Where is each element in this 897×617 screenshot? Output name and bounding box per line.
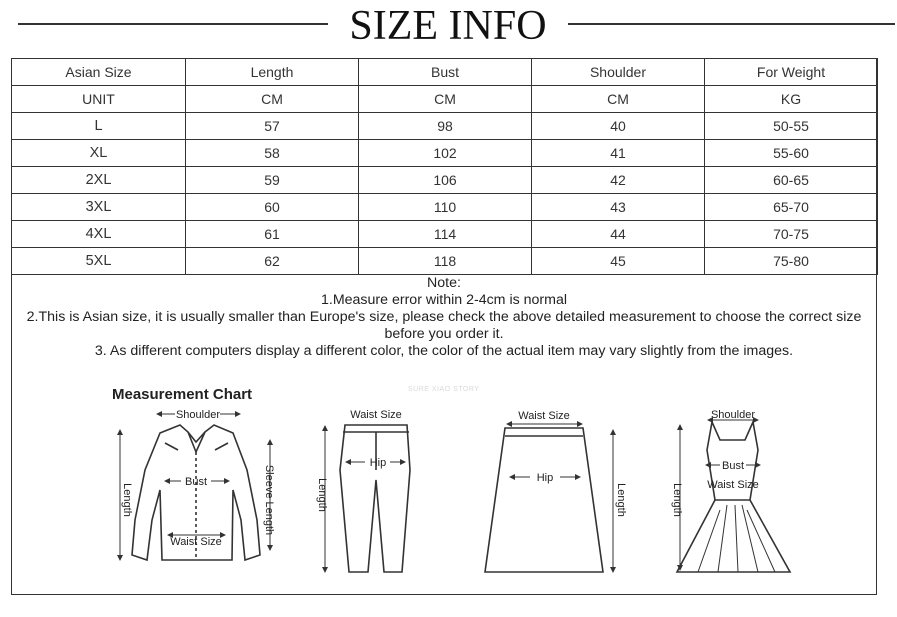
table-cell: 60-65 xyxy=(705,167,878,194)
table-cell: 57 xyxy=(186,113,359,140)
table-header-cell: Shoulder xyxy=(532,59,705,86)
note-line: before you order it. xyxy=(384,326,504,342)
measurement-chart-title: Measurement Chart xyxy=(112,386,253,403)
table-cell: 106 xyxy=(359,167,532,194)
table-cell: CM xyxy=(186,86,359,113)
watermark: SURE XIAO STORY xyxy=(408,386,480,393)
table-cell: 2XL xyxy=(12,167,186,194)
table-cell: KG xyxy=(705,86,878,113)
table-cell: UNIT xyxy=(12,86,186,113)
table-cell: 61 xyxy=(186,221,359,248)
table-cell: 4XL xyxy=(12,221,186,248)
pants-hip-label: Hip xyxy=(369,457,387,469)
table-cell: CM xyxy=(359,86,532,113)
shirt-sleeve-label: Sleeve Length xyxy=(263,464,275,536)
table-cell: 44 xyxy=(532,221,705,248)
dress-illustration xyxy=(677,422,790,572)
shirt-shoulder-label: Shoulder xyxy=(175,409,221,421)
table-cell: 60 xyxy=(186,194,359,221)
pants-dimension-lines xyxy=(325,426,405,572)
note-line: 3. As different computers display a different color, the color of the actual item may vary slightly from the images. xyxy=(94,343,794,359)
table-header-cell: For Weight xyxy=(705,59,878,86)
dress-shoulder-label: Shoulder xyxy=(710,409,756,421)
table-cell: 3XL xyxy=(12,194,186,221)
table-cell: 118 xyxy=(359,248,532,275)
table-cell: 42 xyxy=(532,167,705,194)
table-cell: 43 xyxy=(532,194,705,221)
note-line: 2.This is Asian size, it is usually smaller than Europe's size, please check the above detailed measurement to choose the correct size xyxy=(26,309,862,325)
note-line: 1.Measure error within 2-4cm is normal xyxy=(321,292,567,308)
skirt-waist-label: Waist Size xyxy=(518,410,570,422)
skirt-illustration xyxy=(485,428,603,572)
table-header-cell: Length xyxy=(186,59,359,86)
shirt-bust-label: Bust xyxy=(184,476,208,488)
dress-dimension-lines xyxy=(680,420,760,570)
table-cell: 45 xyxy=(532,248,705,275)
pants-length-label: Length xyxy=(316,478,328,512)
shirt-length-label: Length xyxy=(121,483,133,517)
table-cell: 58 xyxy=(186,140,359,167)
table-cell: CM xyxy=(532,86,705,113)
dress-bust-label: Bust xyxy=(721,460,745,472)
dress-waist-label: Waist Size xyxy=(707,479,759,491)
table-cell: 114 xyxy=(359,221,532,248)
page-title: SIZE INFO xyxy=(349,3,547,49)
table-cell: 102 xyxy=(359,140,532,167)
skirt-dimension-lines xyxy=(507,424,613,572)
table-cell: 65-70 xyxy=(705,194,878,221)
table-cell: XL xyxy=(12,140,186,167)
table-cell: 40 xyxy=(532,113,705,140)
table-header-cell: Asian Size xyxy=(12,59,186,86)
table-cell: L xyxy=(12,113,186,140)
table-cell: 41 xyxy=(532,140,705,167)
shirt-waist-label: Waist Size xyxy=(170,536,222,548)
table-cell: 70-75 xyxy=(705,221,878,248)
table-cell: 55-60 xyxy=(705,140,878,167)
skirt-length-label: Length xyxy=(615,483,627,517)
table-cell: 98 xyxy=(359,113,532,140)
dress-length-label: Length xyxy=(671,483,683,517)
pants-waist-label: Waist Size xyxy=(350,409,402,421)
pants-illustration xyxy=(340,425,410,572)
table-cell: 75-80 xyxy=(705,248,878,275)
table-cell: 59 xyxy=(186,167,359,194)
table-cell: 5XL xyxy=(12,248,186,275)
table-cell: 50-55 xyxy=(705,113,878,140)
skirt-hip-label: Hip xyxy=(536,472,554,484)
table-header-cell: Bust xyxy=(359,59,532,86)
table-cell: 110 xyxy=(359,194,532,221)
notes-heading: Note: xyxy=(427,275,461,291)
table-cell: 62 xyxy=(186,248,359,275)
